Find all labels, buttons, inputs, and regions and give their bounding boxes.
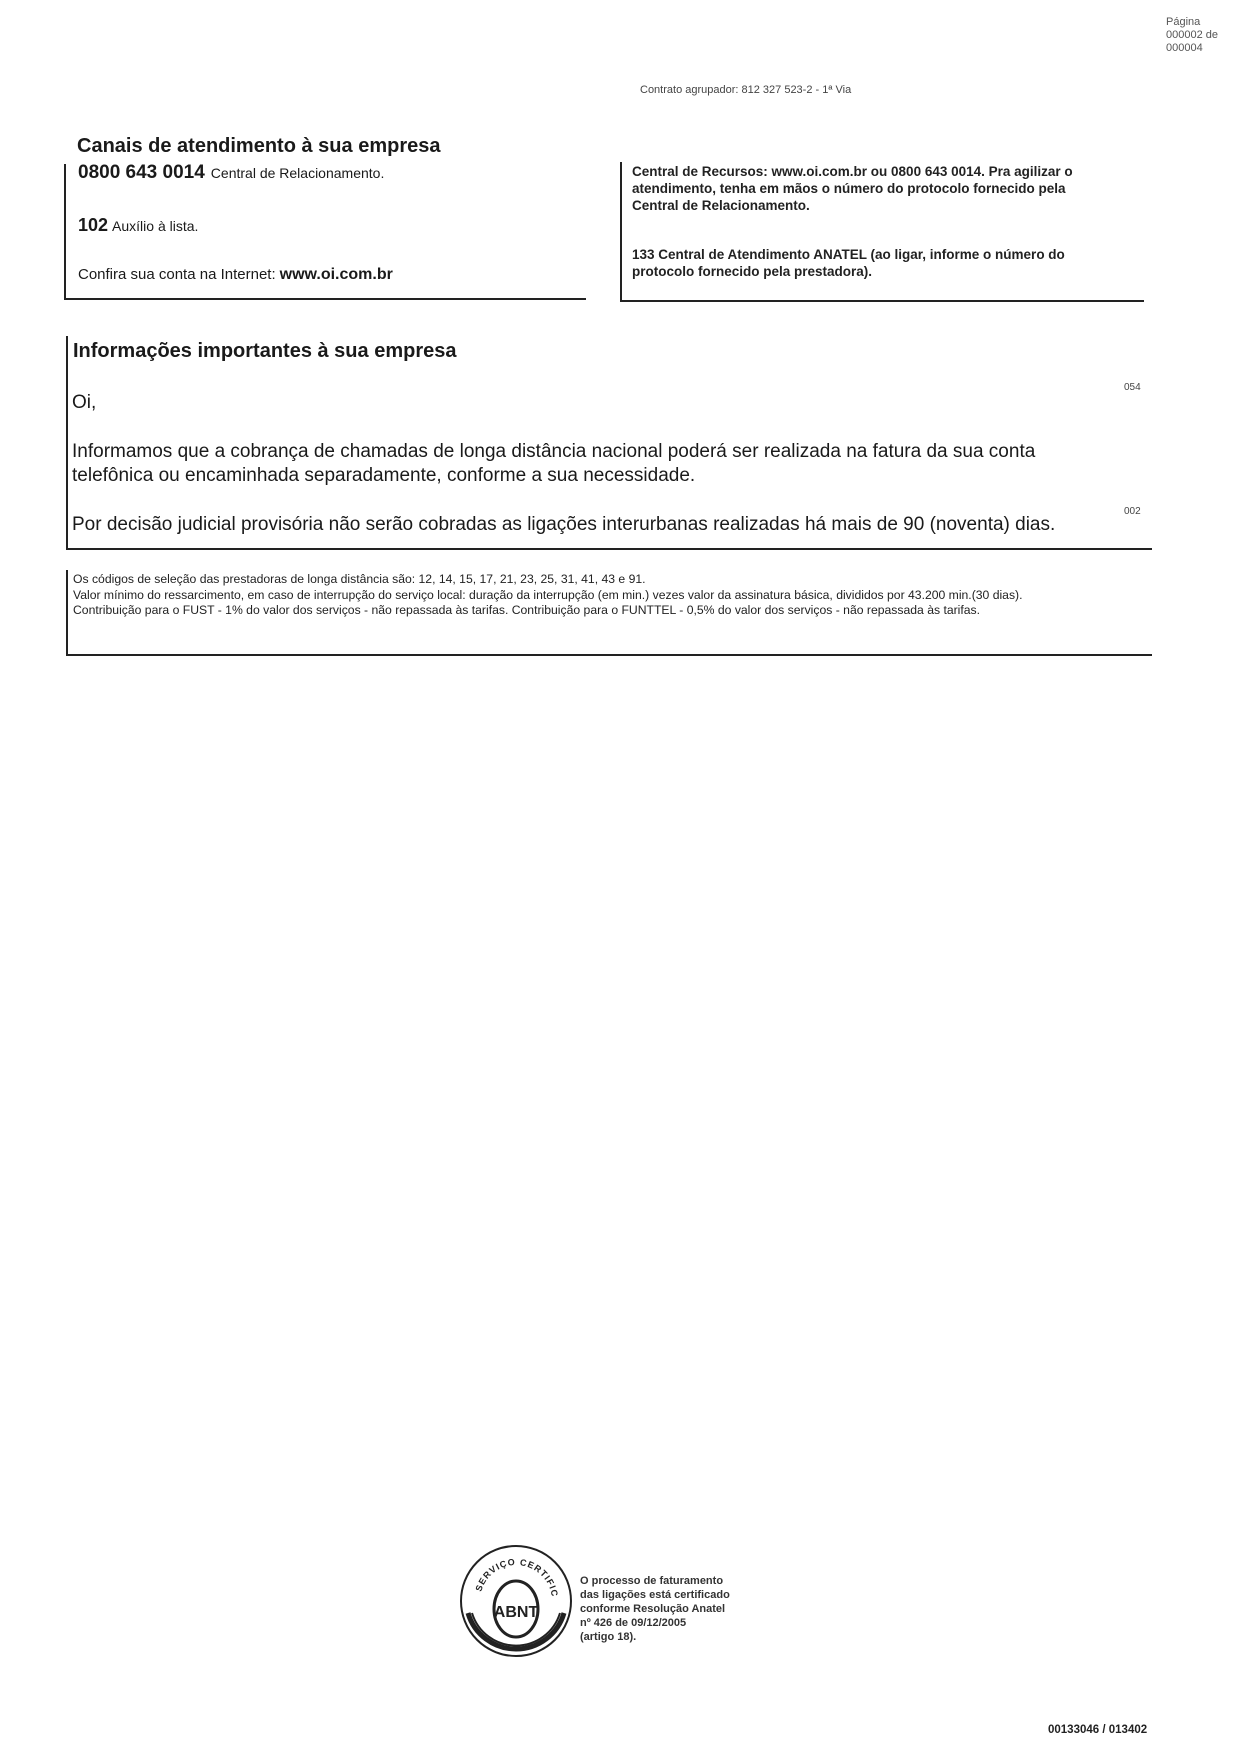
abnt-seal-icon <box>458 1543 574 1659</box>
seal-caption-line: O processo de faturamento <box>580 1575 724 1587</box>
seal-logo-text: ABNT <box>493 1604 539 1621</box>
svg-text:SERVIÇO CERTIFICADO <box>458 1543 560 1598</box>
seal-caption-line: nº 426 de 09/12/2005 <box>580 1617 687 1629</box>
aux-label: Auxílio à lista. <box>112 218 199 234</box>
phone-label: Central de Relacionamento. <box>210 165 385 181</box>
phone-line <box>78 162 384 184</box>
anatel-text: 133 Central de Atendimento ANATEL (ao ligar, informe o número do protocolo fornecido pela prestadora). <box>632 247 1065 279</box>
info-paragraph-2: Por decisão judicial provisória não serão cobradas as ligações interurbanas realizadas há mais de 90 (noventa) dias. <box>72 514 1056 535</box>
info-greeting: Oi, <box>72 392 97 413</box>
page-label: Página <box>1166 16 1201 28</box>
note-line: Os códigos de seleção das prestadoras de longa distância são: 12, 14, 15, 17, 21, 23, 25, 31, 41, 43 e 91. <box>73 572 646 586</box>
info-paragraph-1: Informamos que a cobrança de chamadas de longa distância nacional poderá ser realizada na fatura da sua conta telefônica ou encaminhada separadamente, conforme a sua necessidade. <box>72 441 1036 486</box>
phone-number: 0800 643 0014 <box>78 162 205 183</box>
note-line: Contribuição para o FUST - 1% do valor dos serviços - não repassada às tarifas. Contribuição para o FUNTTEL - 0,5% do valor dos serviços - não repassada às tarifas. <box>73 603 981 617</box>
internet-url: www.oi.com.br <box>279 266 393 283</box>
internet-label: Confira sua conta na Internet: <box>78 266 276 283</box>
page-indicator <box>1166 16 1218 55</box>
contract-number: Contrato agrupador: 812 327 523-2 - 1ª Via <box>640 84 852 96</box>
aux-line <box>78 215 198 236</box>
info-title: Informações importantes à sua empresa <box>73 340 457 362</box>
seal-caption-line: conforme Resolução Anatel <box>580 1603 726 1615</box>
seal-ring-text: SERVIÇO CERTIFIC <box>473 1556 560 1598</box>
page-total: 000004 <box>1166 42 1203 54</box>
note-line: Valor mínimo do ressarcimento, em caso de interrupção do serviço local: duração da interrupção (em min.) vezes valor da assinatura básica, divididos por 43.200 min.(30 dias). <box>73 587 1023 602</box>
notes-text <box>73 572 1163 619</box>
seal-caption <box>580 1574 760 1644</box>
info-code-1: 054 <box>1124 382 1141 393</box>
aux-number: 102 <box>78 215 109 235</box>
seal-caption-line: das ligações está certificado <box>580 1589 730 1601</box>
internet-line <box>78 266 393 284</box>
seal-caption-line: (artigo 18). <box>580 1631 637 1643</box>
document-code: 00133046 / 013402 <box>1048 1724 1148 1736</box>
recursos-text: Central de Recursos: www.oi.com.br ou 0800 643 0014. Pra agilizar o atendimento, tenha em mãos o número do protocolo fornecido pela Central de Relacionamento. <box>632 164 1073 213</box>
info-code-2: 002 <box>1124 506 1141 517</box>
canais-title: Canais de atendimento à sua empresa <box>77 135 441 157</box>
page-number: 000002 de <box>1166 29 1218 41</box>
